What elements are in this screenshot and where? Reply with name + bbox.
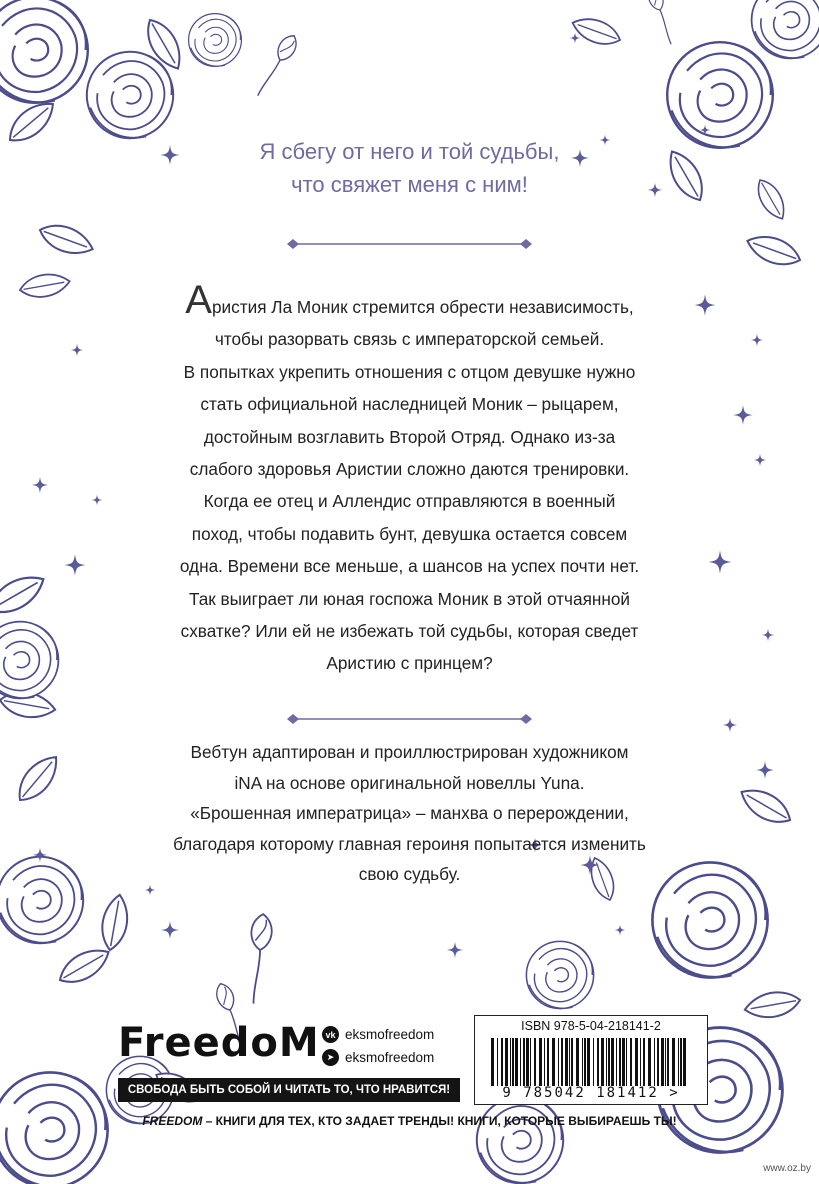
barcode-bar bbox=[630, 1038, 632, 1086]
barcode-bar bbox=[626, 1038, 627, 1086]
vk-link[interactable] bbox=[322, 1026, 434, 1043]
barcode-bar bbox=[616, 1038, 617, 1086]
tagline-line-2: что свяжет меня с ним! bbox=[291, 172, 528, 197]
barcode-bar bbox=[571, 1038, 573, 1086]
barcode-bar bbox=[611, 1038, 614, 1086]
barcode-bar bbox=[510, 1038, 511, 1086]
barcode-bar bbox=[582, 1038, 583, 1086]
barcode-bar bbox=[515, 1038, 518, 1086]
barcode-bar bbox=[526, 1038, 529, 1086]
barcode-bar bbox=[678, 1038, 679, 1086]
ornament-divider-top bbox=[287, 238, 532, 250]
barcode-bar bbox=[635, 1038, 638, 1086]
description-line: Аристию с принцем? bbox=[326, 653, 493, 674]
barcode-bar bbox=[606, 1038, 607, 1086]
description-line: поход, чтобы подавить бунт, девушка остается совсем bbox=[191, 523, 628, 544]
barcode-bar bbox=[587, 1038, 590, 1086]
barcode-bar bbox=[512, 1038, 514, 1086]
barcode-bar bbox=[491, 1038, 494, 1086]
barcode-bar bbox=[505, 1038, 508, 1086]
barcode-bar bbox=[547, 1038, 549, 1086]
description-line: Когда ее отец и Аллендис отправляются в военный bbox=[203, 491, 616, 512]
barcode-bar bbox=[648, 1038, 651, 1086]
barcode-bar bbox=[608, 1038, 610, 1086]
barcode-bar bbox=[597, 1038, 599, 1086]
isbn: ISBN 978-5-04-218141-2 bbox=[521, 1019, 661, 1033]
barcode-bar bbox=[643, 1038, 645, 1086]
barcode-bar bbox=[539, 1038, 542, 1086]
barcode-bar bbox=[520, 1038, 521, 1086]
barcode-bar bbox=[593, 1038, 594, 1086]
watermark: www.oz.by bbox=[763, 1163, 811, 1174]
barcode-bar bbox=[565, 1038, 568, 1086]
barcode-bar bbox=[576, 1038, 579, 1086]
barcode-bar bbox=[619, 1038, 621, 1086]
dropcap: А bbox=[185, 278, 212, 322]
footer-tagline bbox=[0, 1114, 819, 1128]
barcode-bar bbox=[672, 1038, 675, 1086]
info-line: «Брошенная императрица» – манхва о перерождении, bbox=[190, 803, 629, 823]
description-line: Аристия Ла Моник стремится обрести независимость, bbox=[185, 278, 634, 322]
tagline bbox=[0, 135, 819, 201]
footer-text: – КНИГИ ДЛЯ ТЕХ, КТО ЗАДАЕТ ТРЕНДЫ! КНИГИ, КОТОРЫЕ ВЫБИРАЕШЬ ТЫ! bbox=[202, 1114, 677, 1128]
description-line: схватке? Или ей не избежать той судьбы, которая сведет bbox=[180, 621, 639, 642]
info-line: свою судьбу. bbox=[358, 864, 461, 884]
barcode-bar bbox=[665, 1038, 666, 1086]
barcode-bar bbox=[561, 1038, 563, 1086]
description-line: В попытках укрепить отношения с отцом девушке нужно bbox=[183, 361, 636, 382]
barcode-bar bbox=[683, 1038, 686, 1086]
vk-handle: eksmofreedom bbox=[345, 1027, 435, 1042]
adaptation-info bbox=[0, 737, 819, 890]
telegram-link[interactable] bbox=[322, 1049, 434, 1066]
publisher-slogan: СВОБОДА БЫТЬ СОБОЙ И ЧИТАТЬ ТО, ЧТО НРАВИТСЯ! bbox=[118, 1078, 460, 1102]
barcode-number: 9 785042 181412 > bbox=[502, 1085, 680, 1101]
barcode-bar bbox=[661, 1038, 664, 1086]
footer-brand: FREEDOM bbox=[142, 1114, 203, 1128]
barcode-bar bbox=[622, 1038, 625, 1086]
description-line: слабого здоровья Аристии сложно даются тренировки. bbox=[189, 459, 630, 480]
barcode-bar bbox=[667, 1038, 669, 1086]
barcode-bars bbox=[489, 1038, 693, 1088]
barcode-bar bbox=[544, 1038, 545, 1086]
barcode-bar bbox=[501, 1038, 503, 1086]
description-line: Так выиграет ли юная госпожа Моник в этой отчаянной bbox=[188, 588, 631, 609]
barcode-bar bbox=[530, 1038, 531, 1086]
description-line: стать официальной наследницей Моник – рыцарем, bbox=[200, 394, 619, 415]
description-line: одна. Времени все меньше, а шансов на успех почти нет. bbox=[179, 556, 640, 577]
telegram-icon: ➤ bbox=[322, 1049, 339, 1066]
barcode-bar bbox=[497, 1038, 498, 1086]
barcode-bar bbox=[680, 1038, 682, 1086]
barcode bbox=[474, 1015, 708, 1105]
telegram-handle: eksmofreedom bbox=[345, 1050, 435, 1065]
barcode-bar bbox=[552, 1038, 555, 1086]
barcode-bar bbox=[523, 1038, 525, 1086]
barcode-bar bbox=[657, 1038, 659, 1086]
barcode-bar bbox=[569, 1038, 570, 1086]
tagline-line-1: Я сбегу от него и той судьбы, bbox=[259, 139, 560, 164]
info-line: Вебтун адаптирован и проиллюстрирован художником bbox=[190, 742, 629, 762]
description-line: достойным возглавить Второй Отряд. Однако из-за bbox=[203, 426, 616, 447]
description bbox=[0, 278, 819, 680]
barcode-bar bbox=[601, 1038, 604, 1086]
ornament-divider-bottom bbox=[287, 713, 532, 725]
barcode-bar bbox=[584, 1038, 586, 1086]
barcode-bar bbox=[640, 1038, 641, 1086]
description-line: чтобы разорвать связь с императорской семьей. bbox=[214, 329, 605, 350]
info-line: благодаря которому главная героиня попытается изменить bbox=[173, 833, 646, 854]
barcode-bar bbox=[534, 1038, 536, 1086]
barcode-bar bbox=[654, 1038, 655, 1086]
freedom-logo: FreedoM bbox=[118, 1020, 320, 1066]
barcode-bar bbox=[558, 1038, 559, 1086]
info-line: iNA на основе оригинальной новеллы Yuna. bbox=[234, 772, 585, 793]
vk-icon: vk bbox=[322, 1026, 339, 1043]
